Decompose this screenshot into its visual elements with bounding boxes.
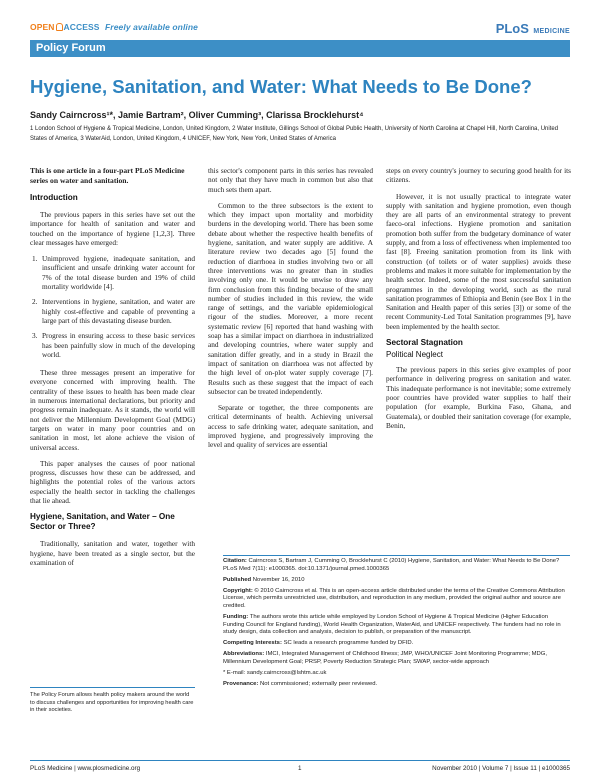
affiliations: 1 London School of Hygiene & Tropical Medicine, London, United Kingdom, 2 Water Institute, Gillings School of Global Public Health, University of North Carolina at Chapel Hill, North Carolina, United States of America, 3 WaterAid, London, United Kingdom, 4 UNICEF, New York, New York, United States of America — [30, 126, 559, 142]
paragraph: However, it is not usually practical to integrate water supply with sanitation and hygiene promotion, even though they are all parts of an environmental strategy to prevent faeco-oral infections. Hygiene promotion and sanitation promotion both suffer from the budgetary dominance of water supply, and from a loss of effectiveness when implemented too fast [8]. Freeing sanitation promotion from its link with construction (of toilets or of water supplies) avoids these problems and makes it more suitable for implementation by the health sector. Indeed, some of the most successful sanitation programmes in the developing world, such as the rural sanitation programmes of Ethiopia and Benin (see Box 1 in the Sanitation and Health paper of this series [3]) or some of the recent Community-Led Total Sanitation programmes [9], have been implemented by the health sector. — [386, 191, 572, 331]
section-bar — [30, 40, 570, 57]
paragraph: this sector's component parts in this series has revealed not only that they have much in common but also that much sets them apart. — [208, 166, 373, 194]
copyright — [223, 588, 570, 611]
list-number: 1. — [32, 254, 38, 264]
competing-interests — [223, 640, 570, 648]
funding-label: Funding: — [223, 614, 249, 621]
open-access-label: OPEN — [30, 22, 55, 32]
paragraph: The previous papers in this series have set out the importance for health of sanitation and water and touched on the importance of hygiene [1,2,3]. Three clear messages have emerged: — [30, 210, 195, 247]
footer-divider — [30, 760, 570, 761]
logo-medicine-text: MEDICINE — [533, 28, 570, 35]
published — [223, 577, 570, 585]
subheading-political-neglect: Political Neglect — [386, 350, 443, 360]
article-metadata — [223, 558, 570, 692]
list-number: 2. — [32, 297, 38, 307]
funding-text: The authors wrote this article while employed by London School of Hygiene & Tropical Medicine (Higher Education Funding Council for England funding), World Health Organization, WaterAid, and UNICEF respectively. The funders had no role in study design, data collection and analysis, decision to publish, or preparation of the manuscript. — [223, 614, 561, 636]
heading-introduction: Introduction — [30, 193, 78, 202]
metadata-divider — [223, 555, 570, 556]
page-number: 1 — [298, 765, 302, 772]
email: * E-mail: sandy.cairncross@lshtm.ac.uk — [223, 670, 327, 677]
citation-text: Cairncross S, Bartram J, Cumming O, Brocklehurst C (2010) Hygiene, Sanitation, and Water: What Needs to Be Done? PLoS Med 7(11): e1000365. doi:10.1371/journal.pmed.1000365 — [223, 558, 560, 572]
column-1 — [30, 166, 195, 574]
published-date: November 16, 2010 — [252, 576, 305, 583]
footnote-divider — [30, 687, 195, 688]
paragraph: steps on every country's journey to securing good health for its citizens. — [386, 166, 571, 185]
paragraph: Traditionally, sanitation and water, together with hygiene, have been treated as a single sector, but the examination of — [30, 539, 195, 567]
paragraph: These three messages present an imperative for everyone concerned with improving health. The centrality of these issues to health has been made clear in numerous international declarations, but priority and progress remain inadequate. As it stands, the world will not deliver the Millennium Development Goal (MDG) targets on water in many poor countries and on sanitation in most, let alone achieve the vision of universal access. — [30, 368, 195, 452]
heading-one-sector-or-three: Hygiene, Sanitation, and Water – One Sector or Three? — [30, 512, 175, 532]
provenance-label: Provenance: — [223, 681, 259, 688]
paragraph: Common to the three subsectors is the extent to which they impact upon mortality and morbidity burdens in the developing world. There has been some debate about whether the respective health benefits of hygiene, sanitation, and water supply are additive. A literature review two decades ago [5] found the reduction of diarrhoea in studies involving two or all three interventions was no greater than in studies involving only one. It would be unwise to draw any firm conclusion from this finding because of the small number of studies included in this review, the wide range of settings, and the variable epidemiological rigour of the studies. Moreover, a more recent systematic review [6] reported that hand washing with soap has a similar impact on diarrhoea in industrialized and developing countries, where water supply and sanitation differ greatly, and in a study in Brazil the impact of sanitation on diarrhoea was not affected by the high level of on-plot water supply coverage [7]. Results such as these suggest that the impact of each subsector can be treated independently. — [208, 200, 373, 396]
list-text: Interventions in hygiene, sanitation, and water are highly cost-effective and capable of preventing a large part of this devastating disease burden. — [42, 297, 195, 325]
article-title: Hygiene, Sanitation, and Water: What Needs to Be Done? — [30, 76, 532, 97]
page-header — [30, 20, 570, 38]
open-lock-icon — [56, 23, 63, 31]
list-number: 3. — [32, 331, 38, 341]
copyright-text: © 2010 Cairncross et al. This is an open-access article distributed under the terms of the Creative Commons Attribution License, which permits unrestricted use, distribution, and reproduction in any medium, provided the original author and source are credited. — [223, 587, 565, 609]
message-list — [30, 254, 195, 359]
copyright-label: Copyright: — [223, 587, 253, 594]
plos-medicine-logo — [496, 20, 570, 38]
policy-forum-footnote: The Policy Forum allows health policy makers around the world to discuss challenges and opportunities for improving health care in their societies. — [30, 692, 194, 713]
funding — [223, 614, 570, 637]
paragraph: Separate or together, the three components are critical determinants of health. Achieving universal access to safe drinking water, adequate sanitation, and improved hygiene, and progressively improving the level and quality of services are essential — [208, 403, 373, 450]
open-access-badge — [30, 22, 198, 32]
citation-label: Citation: — [223, 558, 247, 564]
list-item — [30, 331, 195, 359]
competing-label: Competing Interests: — [223, 640, 282, 647]
list-text: Unimproved hygiene, inadequate sanitation, and insufficient and unsafe drinking water account for 7% of the total disease burden and 19% of child mortality worldwide [4]. — [42, 254, 195, 292]
abbreviations-text: IMCI, Integrated Management of Childhood Illness; JMP, WHO/UNICEF Joint Monitoring Programme; MDG, Millennium Development Goal; PRSP, Poverty Reduction Strategic Plan; SWAP, sector-wide approach — [223, 651, 547, 666]
citation — [223, 558, 570, 573]
abbreviations — [223, 651, 570, 666]
freely-available-label: Freely available online — [105, 22, 199, 32]
footer-issue: November 2010 | Volume 7 | Issue 11 | e1000365 — [432, 765, 570, 772]
access-label: ACCESS — [63, 22, 100, 32]
series-note: This is one article in a four-part PLoS Medicine series on water and sanitation. — [30, 166, 185, 185]
paragraph: The previous papers in this series give examples of poor performance in delivering progress on sanitation and water. This inadequate performance is not inevitable; some extremely poor countries have provided water supplies to half their population (for example, Burkina Faso, Ghana, and Guatemala), or doubled their sanitation coverage (for example, Benin, — [386, 365, 571, 430]
heading-sectoral-stagnation: Sectoral Stagnation — [386, 338, 463, 348]
competing-text: SC leads a research programme funded by DFID. — [283, 640, 414, 647]
section-label: Policy Forum — [36, 42, 106, 54]
column-3 — [386, 166, 571, 437]
list-item — [30, 254, 195, 291]
paragraph: This paper analyses the causes of poor national progress, discusses how these can be addressed, and highlights the potential roles of the various actors especially the health sector in tackling the challenges that lie ahead. — [30, 458, 195, 506]
column-2 — [208, 166, 373, 457]
author-list: Sandy Cairncross¹*, Jamie Bartram², Oliver Cumming³, Clarissa Brocklehurst⁴ — [30, 110, 364, 120]
list-item — [30, 297, 195, 325]
provenance-text: Not commissioned; externally peer reviewed. — [260, 681, 378, 688]
provenance — [223, 681, 570, 689]
abbreviations-label: Abbreviations: — [223, 651, 265, 658]
logo-plos-text: PLoS — [495, 21, 529, 36]
footer-journal: PLoS Medicine | www.plosmedicine.org — [30, 765, 141, 772]
list-text: Progress in ensuring access to these basic services has been painfully slow in much of the developing world. — [42, 331, 195, 359]
published-label: Published — [223, 576, 252, 583]
